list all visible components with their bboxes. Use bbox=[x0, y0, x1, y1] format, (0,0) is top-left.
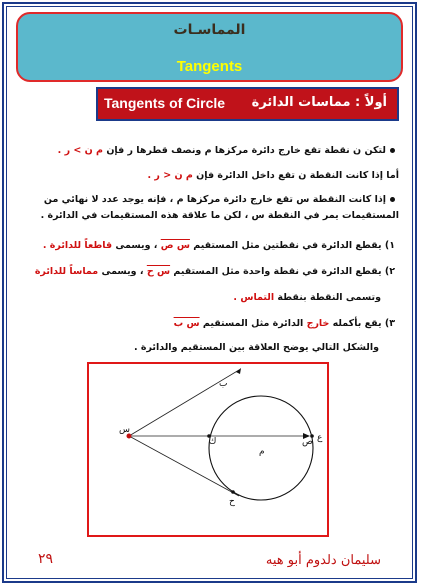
item-2-cont: وتسمى النقطة بنقطة التماس . bbox=[233, 292, 381, 303]
paragraph-1: لتكن ن نقطة تقع خارج دائرة مركزها م ونصف قطرها ر فإن م ن > ر . bbox=[58, 145, 395, 156]
label-k: ك bbox=[209, 437, 217, 447]
item-3: ٣) يقع بأكمله خارج الدائرة مثل المستقيم س ب bbox=[173, 318, 395, 329]
label-h: ح bbox=[229, 497, 235, 507]
header-title-ar: المماسـات bbox=[173, 22, 246, 38]
section-title-ar: أولاً : مماسات الدائرة bbox=[251, 95, 387, 110]
paragraph-2: أما إذا كانت النقطة ن تقع داخل الدائرة فإن م ن < ر . bbox=[147, 170, 399, 181]
circle-diagram-svg bbox=[89, 364, 327, 535]
label-m: م bbox=[259, 447, 265, 457]
label-s: س bbox=[119, 425, 130, 435]
item-3-cont: والشكل التالي يوضح العلاقة بين المستقيم والدائرة . bbox=[134, 342, 379, 353]
paragraph-3a: إذا كانت النقطة س تقع خارج دائرة مركزها م ، فإنه يوجد عدد لا نهائي من bbox=[44, 194, 395, 205]
item-2: ٢) يقطع الدائرة في نقطة واحدة مثل المستقيم س ح ، ويسمى مماساً للدائرة bbox=[34, 266, 395, 277]
section-title-en: Tangents of Circle bbox=[104, 95, 226, 111]
bullet-icon bbox=[390, 197, 395, 202]
section-title-bar bbox=[96, 87, 399, 121]
line-sb bbox=[129, 388, 209, 436]
circle-diagram bbox=[87, 362, 329, 537]
footer-author: سليمان دلدوم أبو هيه bbox=[265, 553, 381, 568]
paragraph-3b: المستقيمات يمر في النقطة س ، لكن ما علاقة هذه المستقيمات في الدائرة . bbox=[40, 210, 399, 221]
header-banner bbox=[16, 12, 403, 82]
label-sad: ص bbox=[302, 437, 313, 447]
line-h bbox=[129, 436, 239, 496]
label-ayn: ع bbox=[317, 433, 323, 443]
point-h bbox=[231, 490, 235, 494]
label-b: ب bbox=[219, 379, 228, 389]
bullet-icon bbox=[390, 148, 395, 153]
header-title-en: Tangents bbox=[176, 58, 243, 75]
footer-page-number: ٢٩ bbox=[38, 551, 54, 567]
item-1: ١) يقطع الدائرة في نقطتين مثل المستقيم س ص ، ويسمى قاطعاً للدائرة . bbox=[42, 240, 395, 251]
